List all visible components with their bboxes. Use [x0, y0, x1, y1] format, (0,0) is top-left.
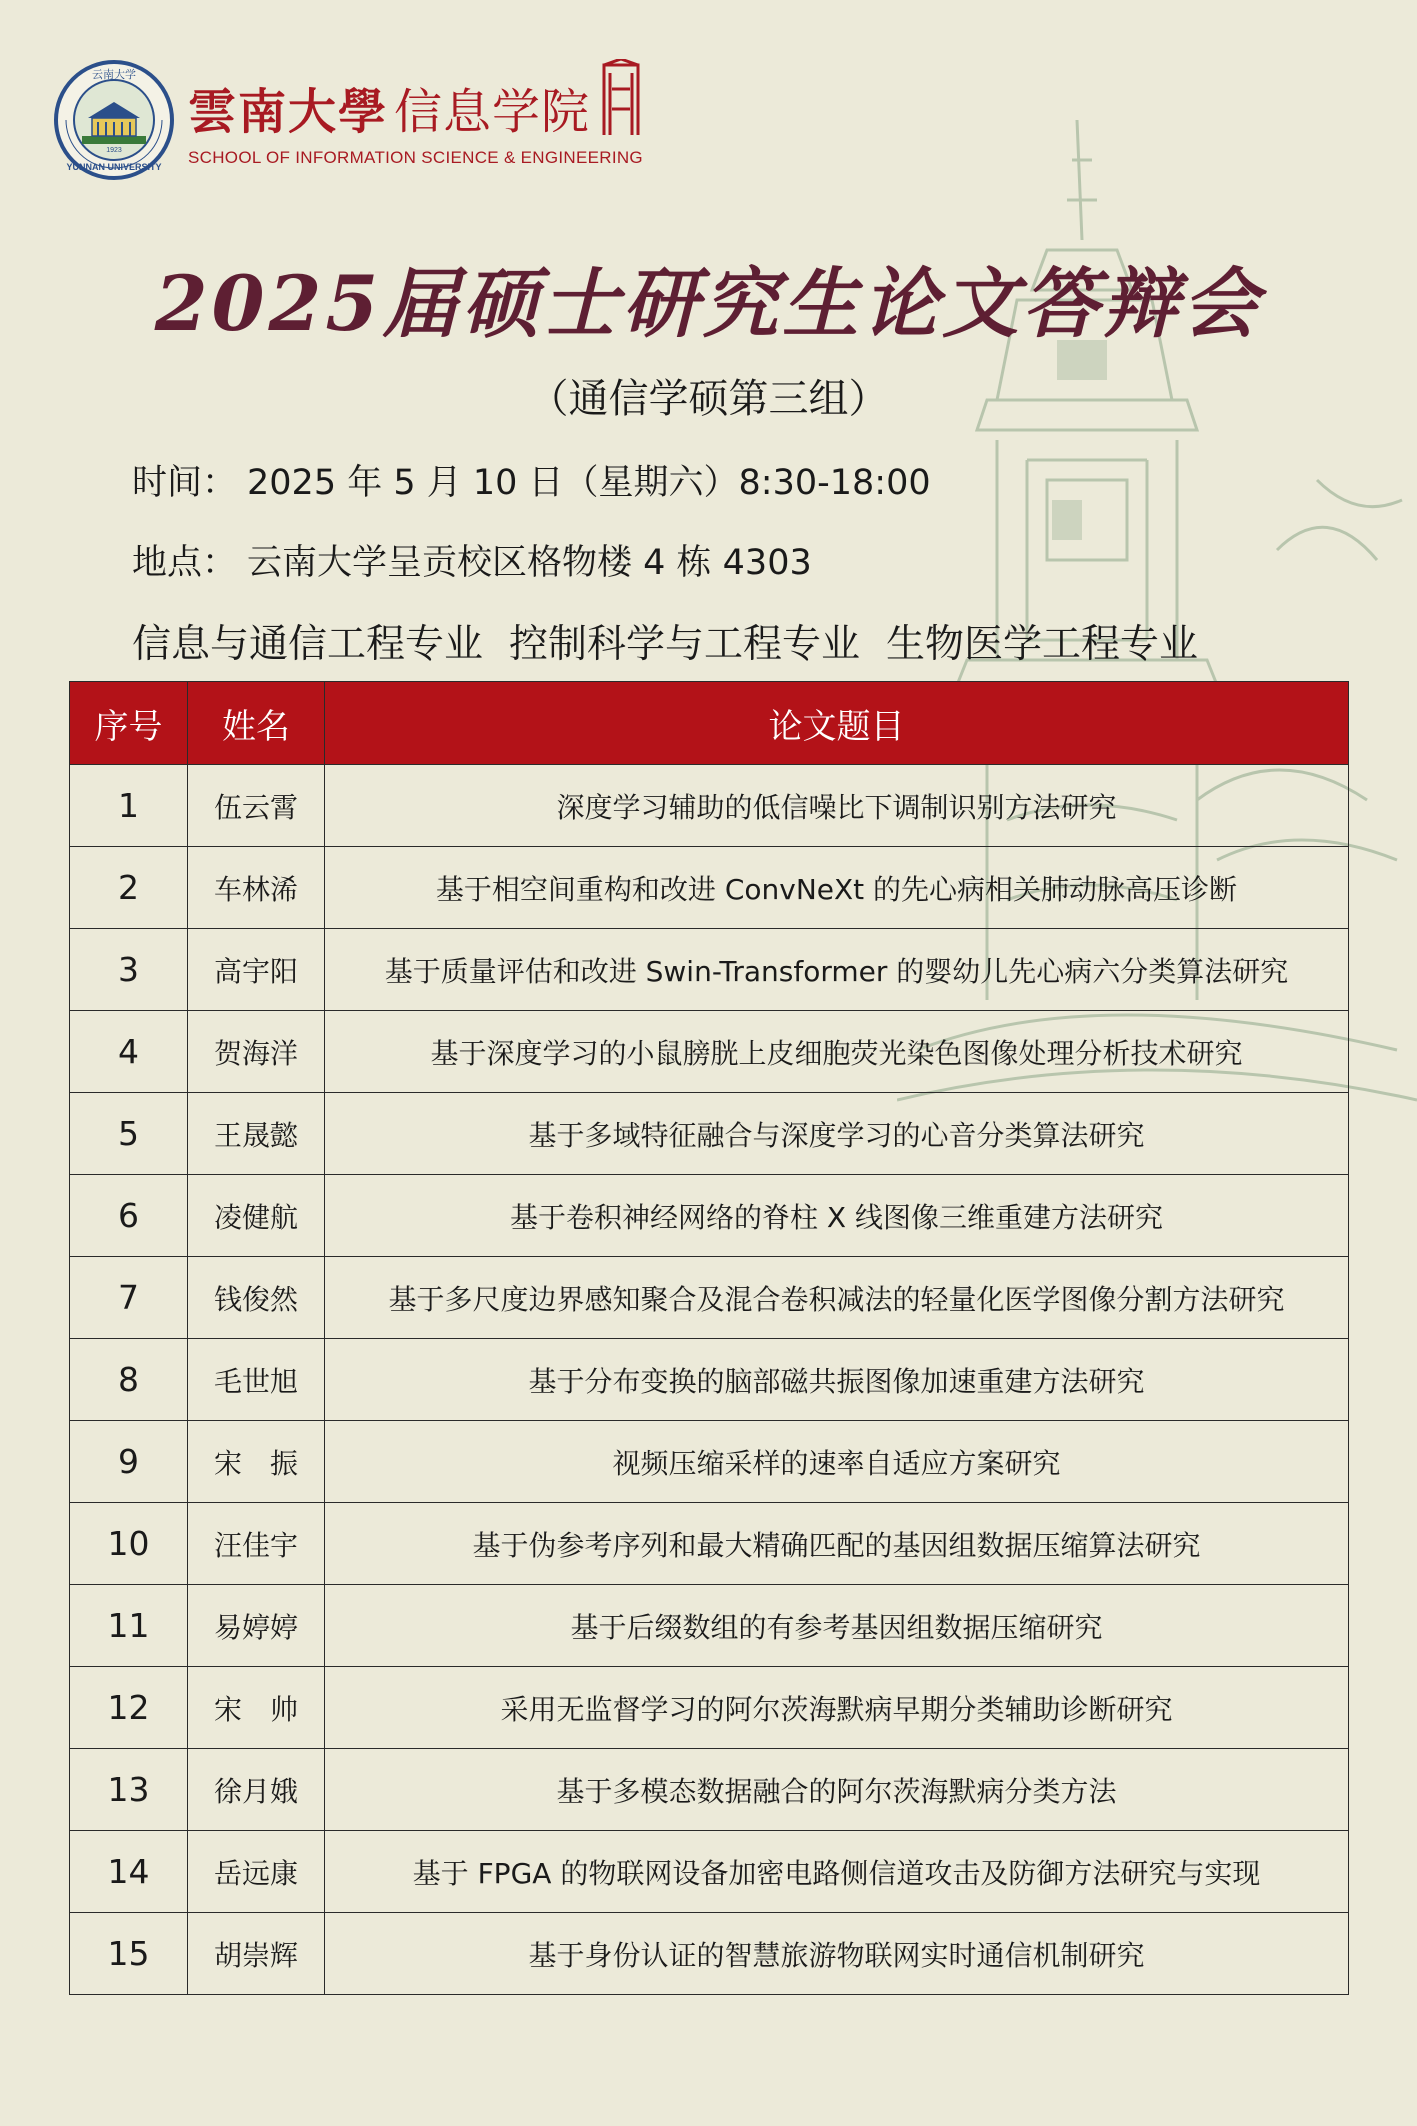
thesis-title: 基于伪参考序列和最大精确匹配的基因组数据压缩算法研究 [325, 1503, 1349, 1585]
row-number: 10 [70, 1503, 188, 1585]
row-number: 15 [70, 1913, 188, 1995]
thesis-title: 采用无监督学习的阿尔茨海默病早期分类辅助诊断研究 [325, 1667, 1349, 1749]
thesis-title: 基于分布变换的脑部磁共振图像加速重建方法研究 [325, 1339, 1349, 1421]
thesis-title: 视频压缩采样的速率自适应方案研究 [325, 1421, 1349, 1503]
row-number: 11 [70, 1585, 188, 1667]
table-row [70, 1831, 1349, 1913]
table-row [70, 929, 1349, 1011]
school-name-cn [188, 73, 644, 142]
thesis-title: 基于后缀数组的有参考基因组数据压缩研究 [325, 1585, 1349, 1667]
location-value: 云南大学呈贡校区格物楼 4 栋 4303 [247, 543, 812, 583]
column-header-number: 序号 [70, 682, 188, 765]
table-row [70, 1667, 1349, 1749]
row-number: 5 [70, 1093, 188, 1175]
student-name: 高宇阳 [188, 929, 325, 1011]
table-row [70, 1421, 1349, 1503]
table-row [70, 1011, 1349, 1093]
gate-icon [598, 59, 644, 137]
row-number: 6 [70, 1175, 188, 1257]
school-name-block [188, 73, 644, 168]
row-number: 8 [70, 1339, 188, 1421]
thesis-title: 基于深度学习的小鼠膀胱上皮细胞荧光染色图像处理分析技术研究 [325, 1011, 1349, 1093]
university-name-calligraphy: 雲南大學 [188, 83, 389, 140]
table-row [70, 1503, 1349, 1585]
thesis-title: 基于卷积神经网络的脊柱 X 线图像三维重建方法研究 [325, 1175, 1349, 1257]
table-row [70, 1093, 1349, 1175]
thesis-title: 基于相空间重构和改进 ConvNeXt 的先心病相关肺动脉高压诊断 [325, 847, 1349, 929]
row-number: 12 [70, 1667, 188, 1749]
column-header-topic: 论文题目 [325, 682, 1349, 765]
row-number: 13 [70, 1749, 188, 1831]
table-row [70, 1585, 1349, 1667]
time-value: 2025 年 5 月 10 日（星期六）8:30-18:00 [247, 463, 931, 503]
student-name: 易婷婷 [188, 1585, 325, 1667]
student-name: 钱俊然 [188, 1257, 325, 1339]
university-seal-logo [52, 58, 176, 182]
table-row [70, 1339, 1349, 1421]
table-row [70, 1913, 1349, 1995]
thesis-title: 基于多尺度边界感知聚合及混合卷积减法的轻量化医学图像分割方法研究 [325, 1257, 1349, 1339]
student-name: 车林浠 [188, 847, 325, 929]
student-name: 徐月娥 [188, 1749, 325, 1831]
column-header-name: 姓名 [188, 682, 325, 765]
table-row [70, 765, 1349, 847]
row-number: 7 [70, 1257, 188, 1339]
student-name: 岳远康 [188, 1831, 325, 1913]
defense-schedule-table [69, 681, 1349, 1995]
student-name: 王晟懿 [188, 1093, 325, 1175]
major-item: 生物医学工程专业 [886, 622, 1199, 667]
table-row [70, 1175, 1349, 1257]
majors-line [132, 613, 1224, 669]
thesis-title: 基于身份认证的智慧旅游物联网实时通信机制研究 [325, 1913, 1349, 1995]
location-label: 地点： [132, 543, 238, 583]
major-item: 信息与通信工程专业 [132, 622, 484, 667]
student-name: 汪佳宇 [188, 1503, 325, 1585]
student-name: 凌健航 [188, 1175, 325, 1257]
row-number: 2 [70, 847, 188, 929]
student-name: 毛世旭 [188, 1339, 325, 1421]
svg-text:1923: 1923 [106, 147, 122, 154]
svg-text:云南大学: 云南大学 [92, 68, 136, 81]
thesis-title: 基于多域特征融合与深度学习的心音分类算法研究 [325, 1093, 1349, 1175]
row-number: 4 [70, 1011, 188, 1093]
student-name: 宋 振 [188, 1421, 325, 1503]
page-subtitle: （通信学硕第三组） [528, 376, 889, 422]
major-item: 控制科学与工程专业 [509, 622, 861, 667]
location-info [132, 535, 812, 585]
table-header-row [70, 682, 1349, 765]
row-number: 9 [70, 1421, 188, 1503]
row-number: 3 [70, 929, 188, 1011]
svg-text:YUNNAN UNIVERSITY: YUNNAN UNIVERSITY [66, 162, 162, 172]
row-number: 1 [70, 765, 188, 847]
thesis-title: 基于 FPGA 的物联网设备加密电路侧信道攻击及防御方法研究与实现 [325, 1831, 1349, 1913]
table-row [70, 847, 1349, 929]
time-label: 时间： [132, 463, 238, 503]
department-name: 信息学院 [394, 83, 591, 140]
thesis-title: 基于质量评估和改进 Swin-Transformer 的婴幼儿先心病六分类算法研究 [325, 929, 1349, 1011]
school-name-en: SCHOOL OF INFORMATION SCIENCE & ENGINEERING [188, 147, 643, 167]
student-name: 贺海洋 [188, 1011, 325, 1093]
time-info [132, 455, 931, 505]
table-row [70, 1257, 1349, 1339]
table-row [70, 1749, 1349, 1831]
student-name: 伍云霄 [188, 765, 325, 847]
page-title: 2025届硕士研究生论文答辩会 [154, 259, 1263, 348]
thesis-title: 深度学习辅助的低信噪比下调制识别方法研究 [325, 765, 1349, 847]
row-number: 14 [70, 1831, 188, 1913]
student-name: 宋 帅 [188, 1667, 325, 1749]
school-header [52, 58, 644, 182]
student-name: 胡崇辉 [188, 1913, 325, 1995]
thesis-title: 基于多模态数据融合的阿尔茨海默病分类方法 [325, 1749, 1349, 1831]
